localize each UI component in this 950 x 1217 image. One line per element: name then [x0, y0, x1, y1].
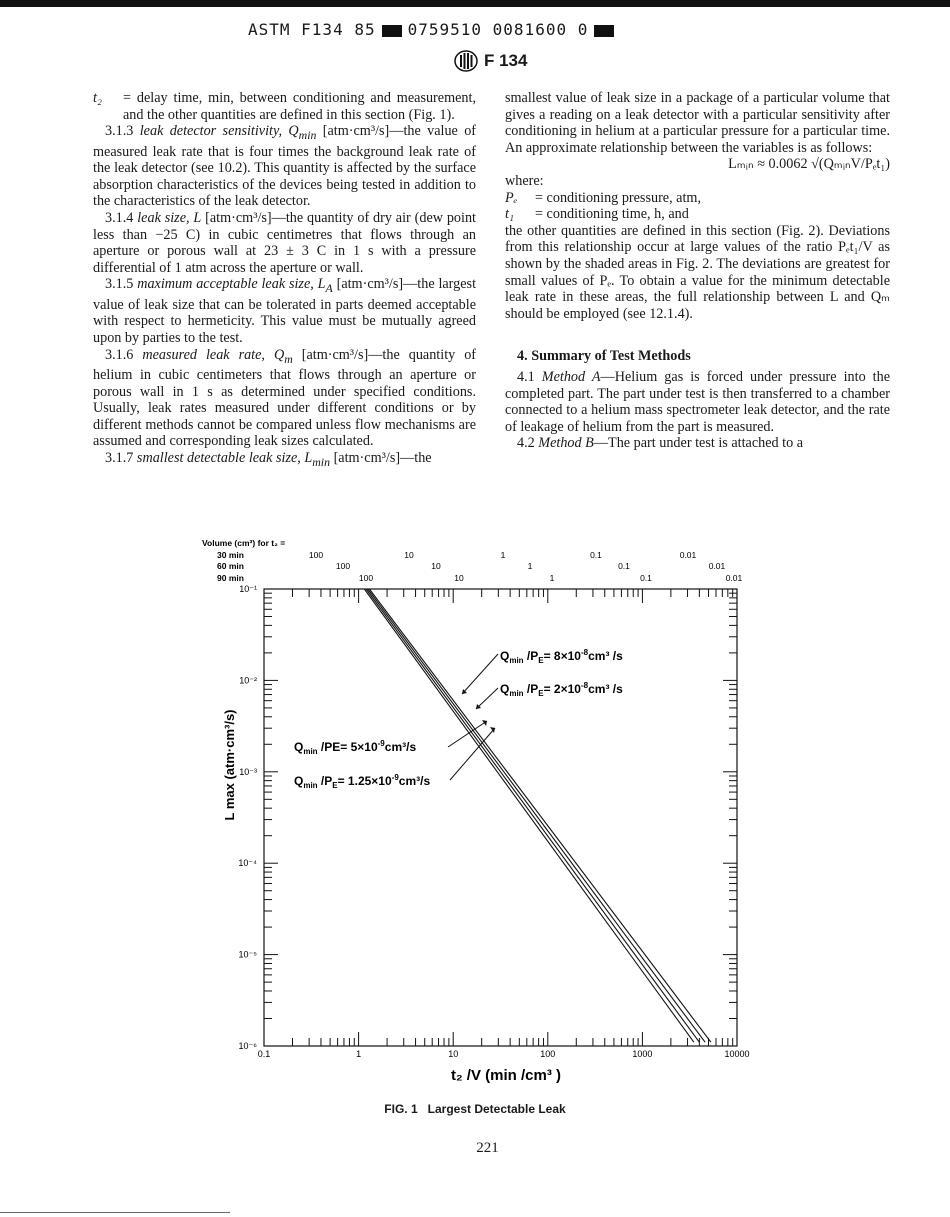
section-4-1: 4.1 Method A—Helium gas is forced under pressure into the completed part. The part under test is then transferred to a chamber connected to a helium mass spectrometer leak detector, and the rate of leakage of helium from the part is measured.	[505, 368, 891, 435]
section-3-1-3: 3.1.3 leak detector sensitivity, $Q_{min}$ [atm·cm³/s]—the value of measured leak rate that is four times the background leak rate of the leak detector (see 10.2). This quantity is affected by the surface absorption characteristics of the devices being tested in addition to the characteristics of the leak detector.	[93, 123, 477, 210]
t1-definition: t₁ = conditioning time, h, and	[505, 206, 689, 223]
top-axis-tick-label: 0.01	[725, 573, 743, 583]
y-axis-title: L max (atm·cm³/s)	[222, 709, 237, 821]
deviation-paragraph: the other quantities are defined in this section (Fig. 2). Deviations from this relationship occur at large values of the ratio Pₑt₁/V as shown by the shaded areas in Fig. 2. The deviations are greatest for small values of Pₑ. To obtain a value for the minimum detectable leak rate in these areas, the full relationship between L and Qₘ should be employed (see 12.1.4).	[505, 222, 890, 322]
top-axis-tick-label: 0.1	[590, 550, 602, 560]
annotation-leader	[476, 688, 498, 709]
section-3-1-7: 3.1.7 smallest detectable leak size, $L_{min}$ [atm·cm³/s]—the	[105, 449, 432, 469]
y-tick-label: 10⁻¹	[239, 584, 257, 594]
top-axis-tick-label: 10	[431, 561, 441, 571]
series-annotation: $Q_{min}$ $/P_E= 2\times 10^{-8}cm^3$ /s	[500, 681, 623, 698]
standard-number: F 134	[484, 51, 528, 70]
annotation-leader	[462, 654, 498, 694]
x-tick-label: 1000	[632, 1049, 653, 1059]
y-tick-label: 10⁻⁴	[238, 858, 257, 869]
y-tick-label: 10⁻⁶	[238, 1041, 257, 1051]
section-3-1-7-continued: smallest value of leak size in a package of a particular volume that gives a reading on a leak detector with a particular sensitivity after conditioning in helium at a particular pressure for a particular time. An approximate relationship between the variables is as follows:	[505, 90, 890, 156]
header-code-b: 0759510 0081600 0	[407, 20, 589, 39]
top-axis-tick-label: 0.01	[708, 561, 726, 571]
x-tick-label: 100	[540, 1049, 556, 1059]
figure-caption	[0, 1102, 950, 1116]
x-tick-label: 10	[448, 1049, 459, 1059]
lmin-equation: Lₘᵢₙ ≈ 0.0062 √(QₘᵢₙV/Pₑt₁)	[728, 156, 890, 173]
annotation-leader	[450, 728, 495, 780]
left-column	[93, 90, 476, 470]
section-3-1-4: 3.1.4 leak size, L [atm·cm³/s]—the quantity of dry air (dew point less than −25 C) in cubic centimetres that flows through an aperture or porous wall at 23 ± 3 C in 1 s with a pressure differential of 1 atm across the aperture or wall.	[93, 209, 477, 276]
y-tick-label: 10⁻²	[239, 675, 257, 686]
series-annotation: $Q_{min}$ $/P_E= 1.25\times 10^{-9}cm^3/s$	[294, 773, 431, 790]
section-4-heading: 4. Summary of Test Methods	[517, 348, 691, 365]
top-axis-row-label: 60 min	[217, 561, 244, 571]
page-number: 221	[476, 1140, 499, 1156]
top-border	[0, 0, 950, 7]
header-block-mark	[382, 25, 402, 37]
y-tick-label: 10⁻³	[239, 766, 257, 777]
section-3-1-6: 3.1.6 measured leak rate, $Q_m$ [atm·cm³/s]—the quantity of helium in cubic centimeters that flows through an aperture or porous wall in 1 s as determined under specified conditions. Usually, leak rates measured under different conditions or by different methods cannot be compared unless flow mechanisms are assumed and corresponding leak sizes calculated.	[93, 346, 477, 450]
header-block-mark-2	[594, 25, 614, 37]
x-tick-label: 1	[356, 1049, 362, 1059]
section-3-1-5: 3.1.5 maximum acceptable leak size, $L_A$ [atm·cm³/s]—the largest value of leak size that can be tolerated in parts deemed acceptable with respect to hermeticity. This value must be mutually agreed upon by parties to the test.	[93, 276, 477, 346]
t2-definition: t₂ = delay time, min, between conditioning and measurement, and the other quantities are defined in this section (Fig. 1).	[93, 90, 476, 123]
figure-label: FIG. 1	[384, 1102, 418, 1116]
top-axis-title: Volume (cm³) for t₂ =	[202, 538, 286, 548]
top-axis-tick-label: 100	[335, 561, 351, 571]
annotation-arrowhead	[490, 727, 495, 733]
series-annotation: $Q_{min}$ $/PE= 5\times 10^{-9}cm^3/s$	[294, 739, 417, 756]
right-column	[505, 90, 890, 452]
top-axis-row-label: 30 min	[217, 550, 244, 560]
top-axis-tick-label: 100	[308, 550, 324, 560]
top-axis-tick-label: 100	[358, 573, 374, 583]
top-axis-tick-label: 1	[527, 561, 533, 571]
top-axis-tick-label: 10	[404, 550, 414, 560]
top-axis-row-label: 90 min	[217, 573, 244, 583]
annotation-arrowhead	[482, 720, 487, 726]
x-tick-label: 10000	[724, 1049, 750, 1059]
where-label: where:	[505, 172, 544, 189]
leak-chart	[0, 535, 950, 1095]
astm-logo-icon	[454, 50, 478, 72]
pe-definition: Pₑ = conditioning pressure, atm,	[505, 189, 702, 206]
x-axis-title: t₂ /V (min /cm³ )	[450, 1067, 562, 1084]
top-axis-tick-label: 1	[500, 550, 506, 560]
series-annotation: $Q_{min}$ $/P_E= 8\times 10^{-8}cm^3$ /s	[500, 648, 623, 665]
standard-title	[454, 50, 527, 72]
section-4-2: 4.2 Method B—The part under test is attached to a	[517, 435, 804, 452]
annotation-leader	[448, 721, 487, 747]
x-tick-label: 0.1	[257, 1049, 271, 1059]
top-axis-tick-label: 0.01	[679, 550, 697, 560]
figure-title: Largest Detectable Leak	[427, 1102, 566, 1116]
astm-header-code	[248, 20, 620, 39]
y-tick-label: 10⁻⁵	[238, 949, 257, 960]
top-axis-tick-label: 0.1	[640, 573, 652, 583]
top-axis-tick-label: 10	[454, 573, 464, 583]
bottom-rule	[0, 1212, 230, 1213]
top-axis-tick-label: 1	[549, 573, 555, 583]
header-code-a: ASTM F134 85	[248, 20, 376, 39]
top-axis-tick-label: 0.1	[618, 561, 630, 571]
